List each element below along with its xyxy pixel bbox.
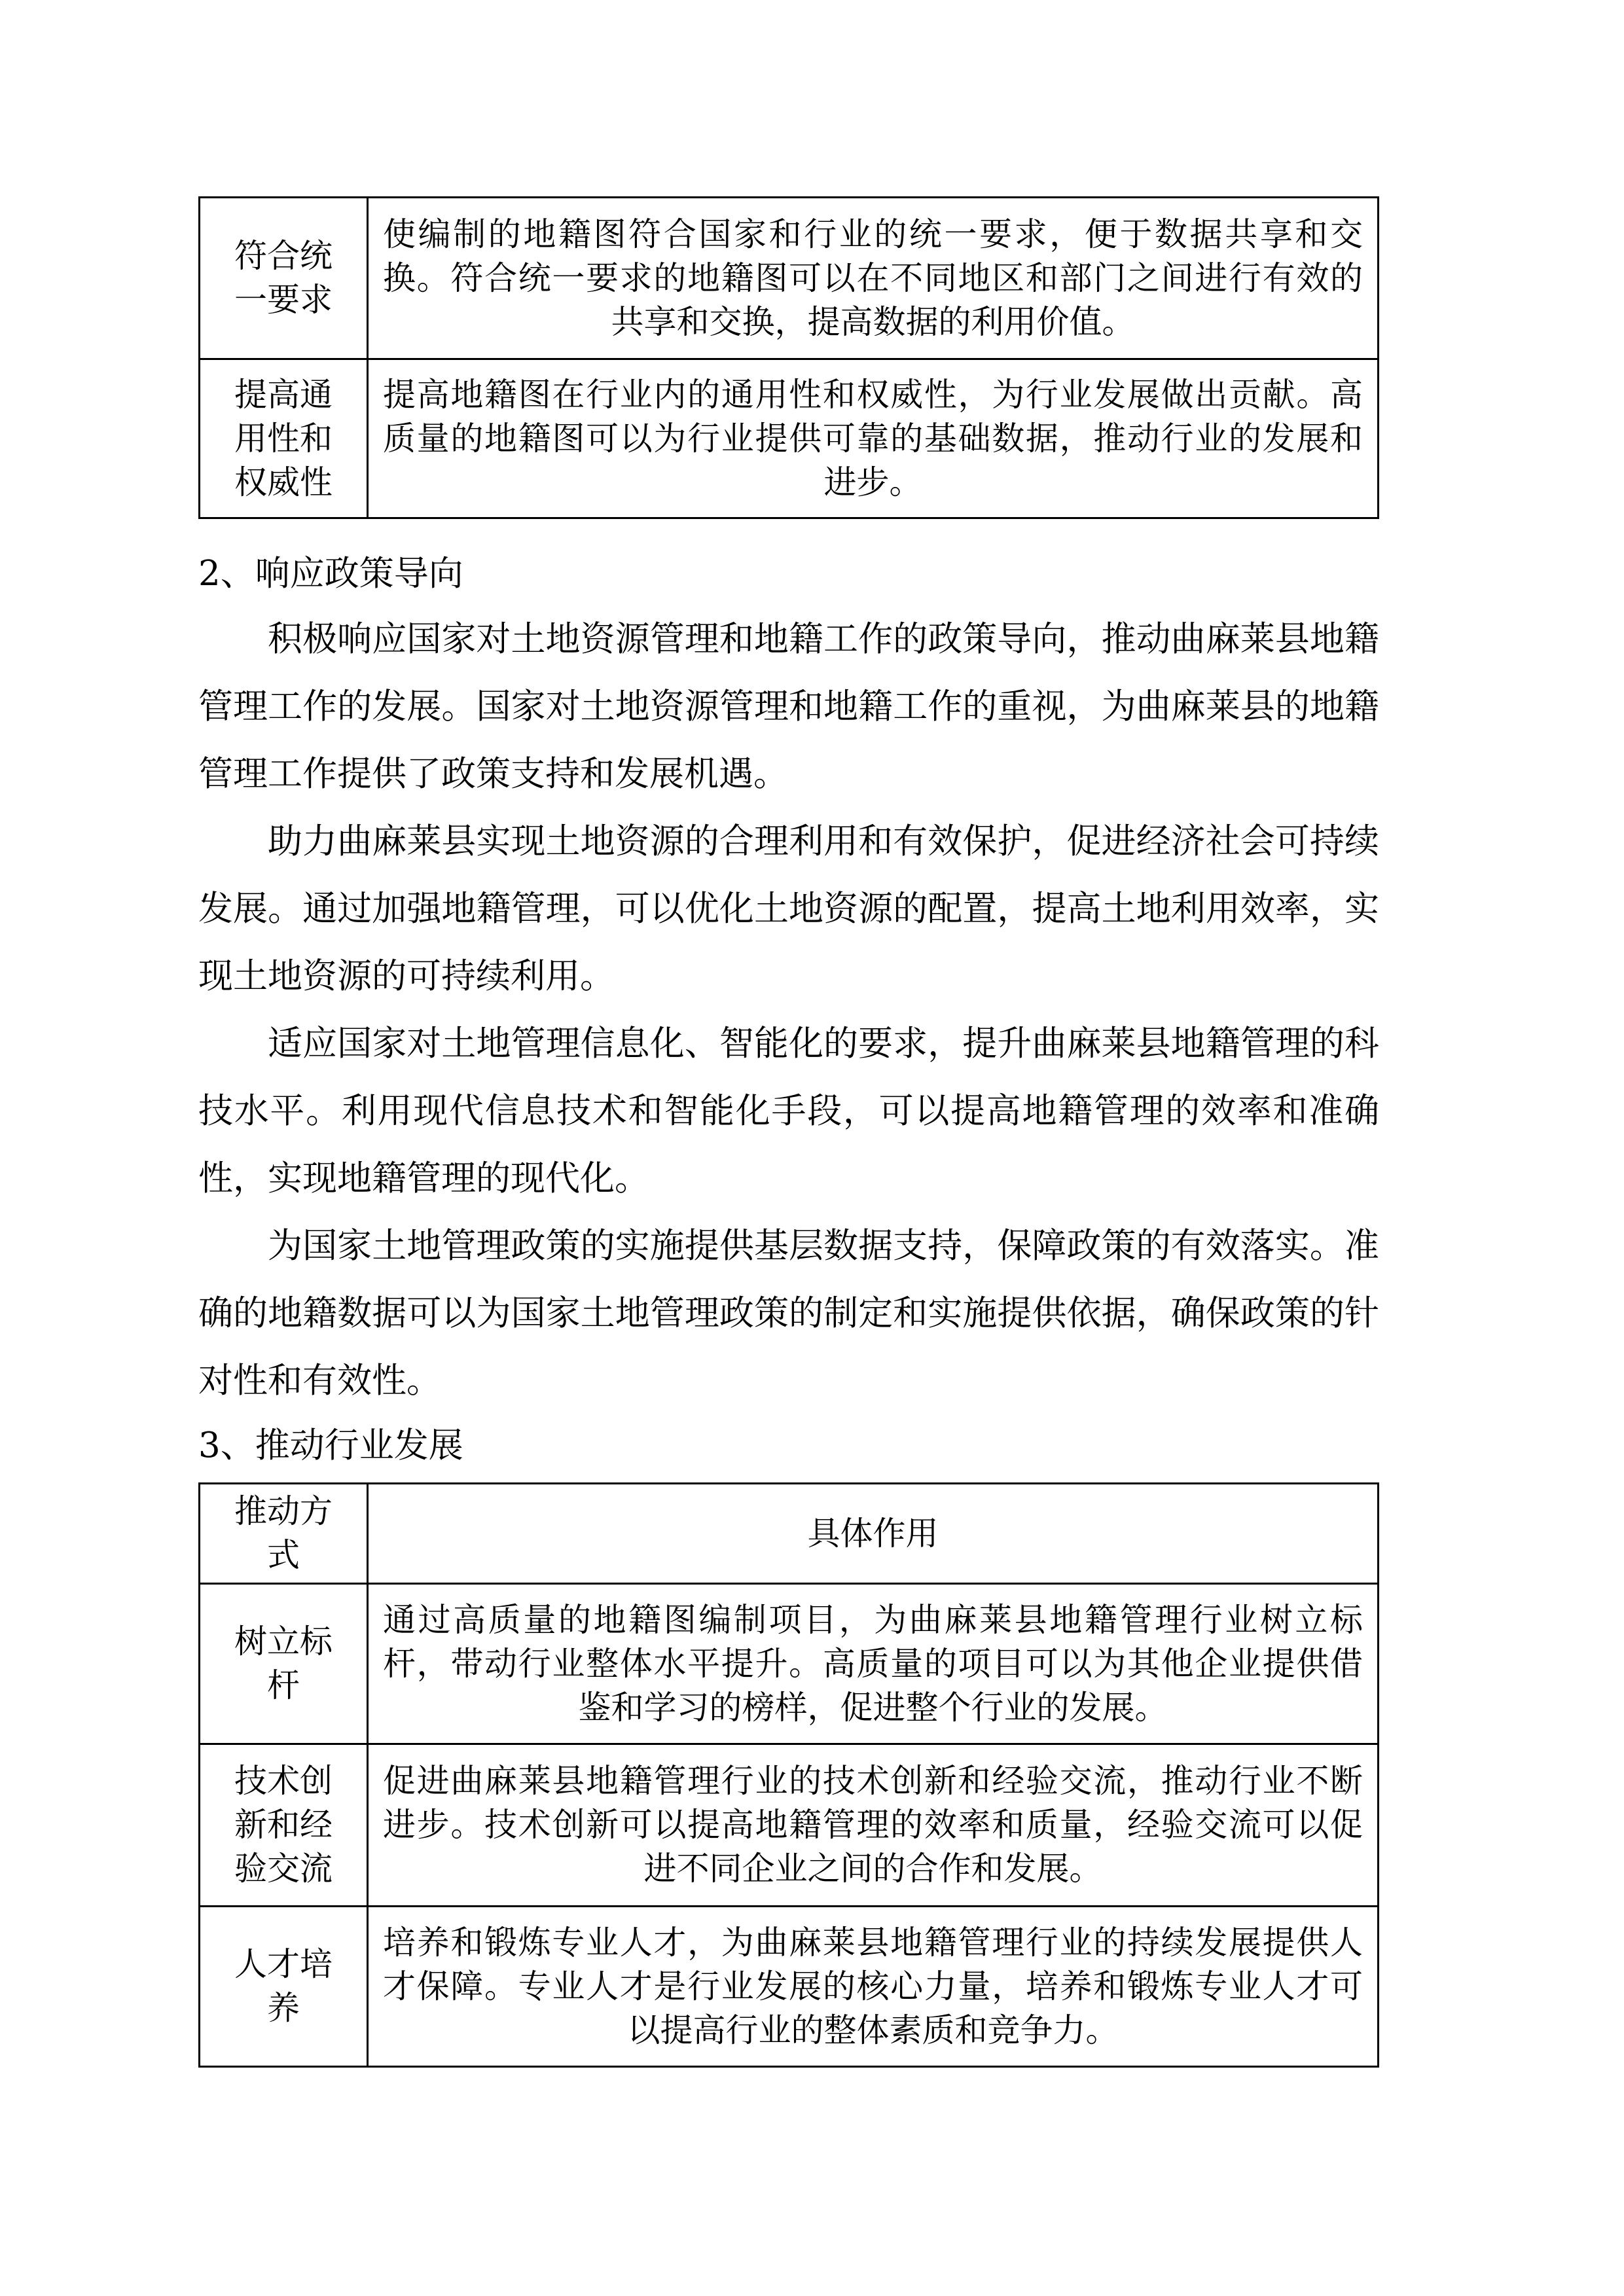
row-label: 符合统一要求 (200, 198, 368, 359)
table-header-row (200, 1484, 1379, 1584)
table-row (200, 1907, 1379, 2067)
row-content: 提高地籍图在行业内的通用性和权威性，为行业发展做出贡献。高质量的地籍图可以为行业提供可靠的基础数据，推动行业的发展和进步。 (368, 359, 1379, 518)
row-label: 树立标杆 (200, 1584, 368, 1744)
section-heading-policy: 2、响应政策导向 (198, 554, 463, 594)
row-content: 培养和锻炼专业人才，为曲麻莱县地籍管理行业的持续发展提供人才保障。专业人才是行业发展的核心力量，培养和锻炼专业人才可以提高行业的整体素质和竞争力。 (368, 1907, 1379, 2067)
table-row (200, 1584, 1379, 1744)
paragraph: 积极响应国家对土地资源管理和地籍工作的政策导向，推动曲麻莱县地籍管理工作的发展。国家对土地资源管理和地籍工作的重视，为曲麻莱县的地籍管理工作提供了政策支持和发展机遇。 (198, 619, 1379, 794)
table-row (200, 359, 1379, 518)
paragraph: 为国家土地管理政策的实施提供基层数据支持，保障政策的有效落实。准确的地籍数据可以为国家土地管理政策的制定和实施提供依据，确保政策的针对性和有效性。 (198, 1226, 1379, 1401)
table-row (200, 198, 1379, 359)
row-content: 促进曲麻莱县地籍管理行业的技术创新和经验交流，推动行业不断进步。技术创新可以提高地籍管理的效率和质量，经验交流可以促进不同企业之间的合作和发展。 (368, 1744, 1379, 1907)
page-content (198, 196, 1379, 2068)
row-label: 人才培养 (200, 1907, 368, 2067)
header-cell-method: 推动方式 (200, 1484, 368, 1584)
row-content: 通过高质量的地籍图编制项目，为曲麻莱县地籍管理行业树立标杆，带动行业整体水平提升。高质量的项目可以为其他企业提供借鉴和学习的榜样，促进整个行业的发展。 (368, 1584, 1379, 1744)
row-label: 提高通用性和权威性 (200, 359, 368, 518)
section-heading-industry: 3、推动行业发展 (198, 1426, 463, 1465)
paragraph: 适应国家对土地管理信息化、智能化的要求，提升曲麻莱县地籍管理的科技水平。利用现代信息技术和智能化手段，可以提高地籍管理的效率和准确性，实现地籍管理的现代化。 (198, 1024, 1379, 1198)
row-content: 使编制的地籍图符合国家和行业的统一要求，便于数据共享和交换。符合统一要求的地籍图可以在不同地区和部门之间进行有效的共享和交换，提高数据的利用价值。 (368, 198, 1379, 359)
industry-development-table (198, 1482, 1379, 2068)
row-label: 技术创新和经验交流 (200, 1744, 368, 1907)
paragraph: 助力曲麻莱县实现土地资源的合理利用和有效保护，促进经济社会可持续发展。通过加强地籍管理，可以优化土地资源的配置，提高土地利用效率，实现土地资源的可持续利用。 (198, 821, 1379, 996)
header-cell-effect: 具体作用 (368, 1484, 1379, 1584)
unified-requirements-table (198, 196, 1379, 519)
table-row (200, 1744, 1379, 1907)
